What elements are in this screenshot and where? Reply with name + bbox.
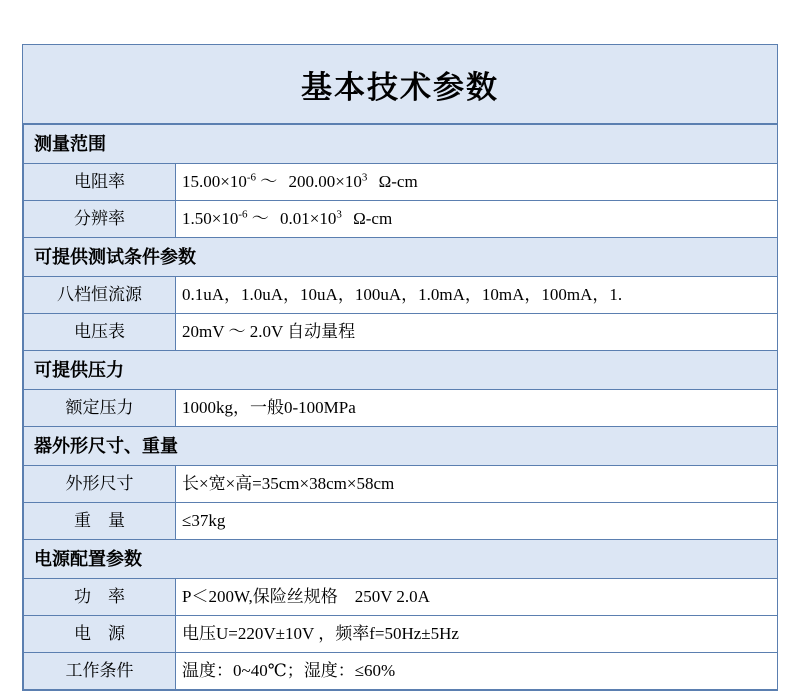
table-row (24, 616, 778, 653)
value-exp-b: 3 (336, 208, 342, 221)
value-part-mid: ～ (247, 209, 274, 229)
row-value: 0.1uA，1.0uA，10uA，100uA，1.0mA，10mA，100mA，1. (176, 277, 778, 314)
row-label: 外形尺寸 (24, 466, 176, 503)
row-value (176, 201, 778, 238)
table-row (24, 466, 778, 503)
table-row (24, 277, 778, 314)
value-part-tail: Ω-cm (374, 172, 418, 192)
section-header-row (24, 540, 778, 579)
section-header-row (24, 125, 778, 164)
row-value: 温度：0~40℃；湿度：≤60% (176, 653, 778, 690)
table-row (24, 390, 778, 427)
row-label: 电压表 (24, 314, 176, 351)
row-label: 功 率 (24, 579, 176, 616)
row-label: 分辨率 (24, 201, 176, 238)
row-value: ≤37kg (176, 503, 778, 540)
table-row (24, 314, 778, 351)
spec-sheet (22, 44, 778, 691)
row-label: 电阻率 (24, 164, 176, 201)
value-part-a: 1.50×10 (182, 209, 239, 229)
table-row (24, 164, 778, 201)
value-part-b: 200.00×10 (288, 172, 362, 192)
value-exp-a: -6 (238, 208, 248, 221)
row-value: 电压U=220V±10V ，频率f=50Hz±5Hz (176, 616, 778, 653)
row-label: 额定压力 (24, 390, 176, 427)
row-label: 重 量 (24, 503, 176, 540)
value-part-mid: ～ (256, 172, 282, 192)
spec-table (23, 124, 778, 690)
section-heading: 测量范围 (24, 125, 778, 164)
value-exp-b: 3 (361, 171, 368, 184)
table-row (24, 503, 778, 540)
section-header-row (24, 238, 778, 277)
sheet-title-row (23, 45, 777, 124)
value-part-tail: Ω-cm (348, 209, 393, 229)
row-value: P＜200W,保险丝规格 250V 2.0A (176, 579, 778, 616)
value-part-b: 0.01×10 (280, 209, 337, 229)
value-part-a: 15.00×10 (182, 172, 247, 192)
row-value: 20mV ～ 2.0V 自动量程 (176, 314, 778, 351)
section-heading: 器外形尺寸、重量 (24, 427, 778, 466)
page-title: 基本技术参数 (301, 69, 499, 105)
table-row (24, 201, 778, 238)
table-row (24, 653, 778, 690)
row-value: 1000kg，一般0-100MPa (176, 390, 778, 427)
section-header-row (24, 351, 778, 390)
row-value (176, 164, 778, 201)
row-value: 长×宽×高=35cm×38cm×58cm (176, 466, 778, 503)
section-heading: 可提供压力 (24, 351, 778, 390)
section-heading: 可提供测试条件参数 (24, 238, 778, 277)
row-label: 工作条件 (24, 653, 176, 690)
value-exp-a: -6 (246, 171, 257, 184)
row-label: 电 源 (24, 616, 176, 653)
section-heading: 电源配置参数 (24, 540, 778, 579)
table-row (24, 579, 778, 616)
row-label: 八档恒流源 (24, 277, 176, 314)
section-header-row (24, 427, 778, 466)
